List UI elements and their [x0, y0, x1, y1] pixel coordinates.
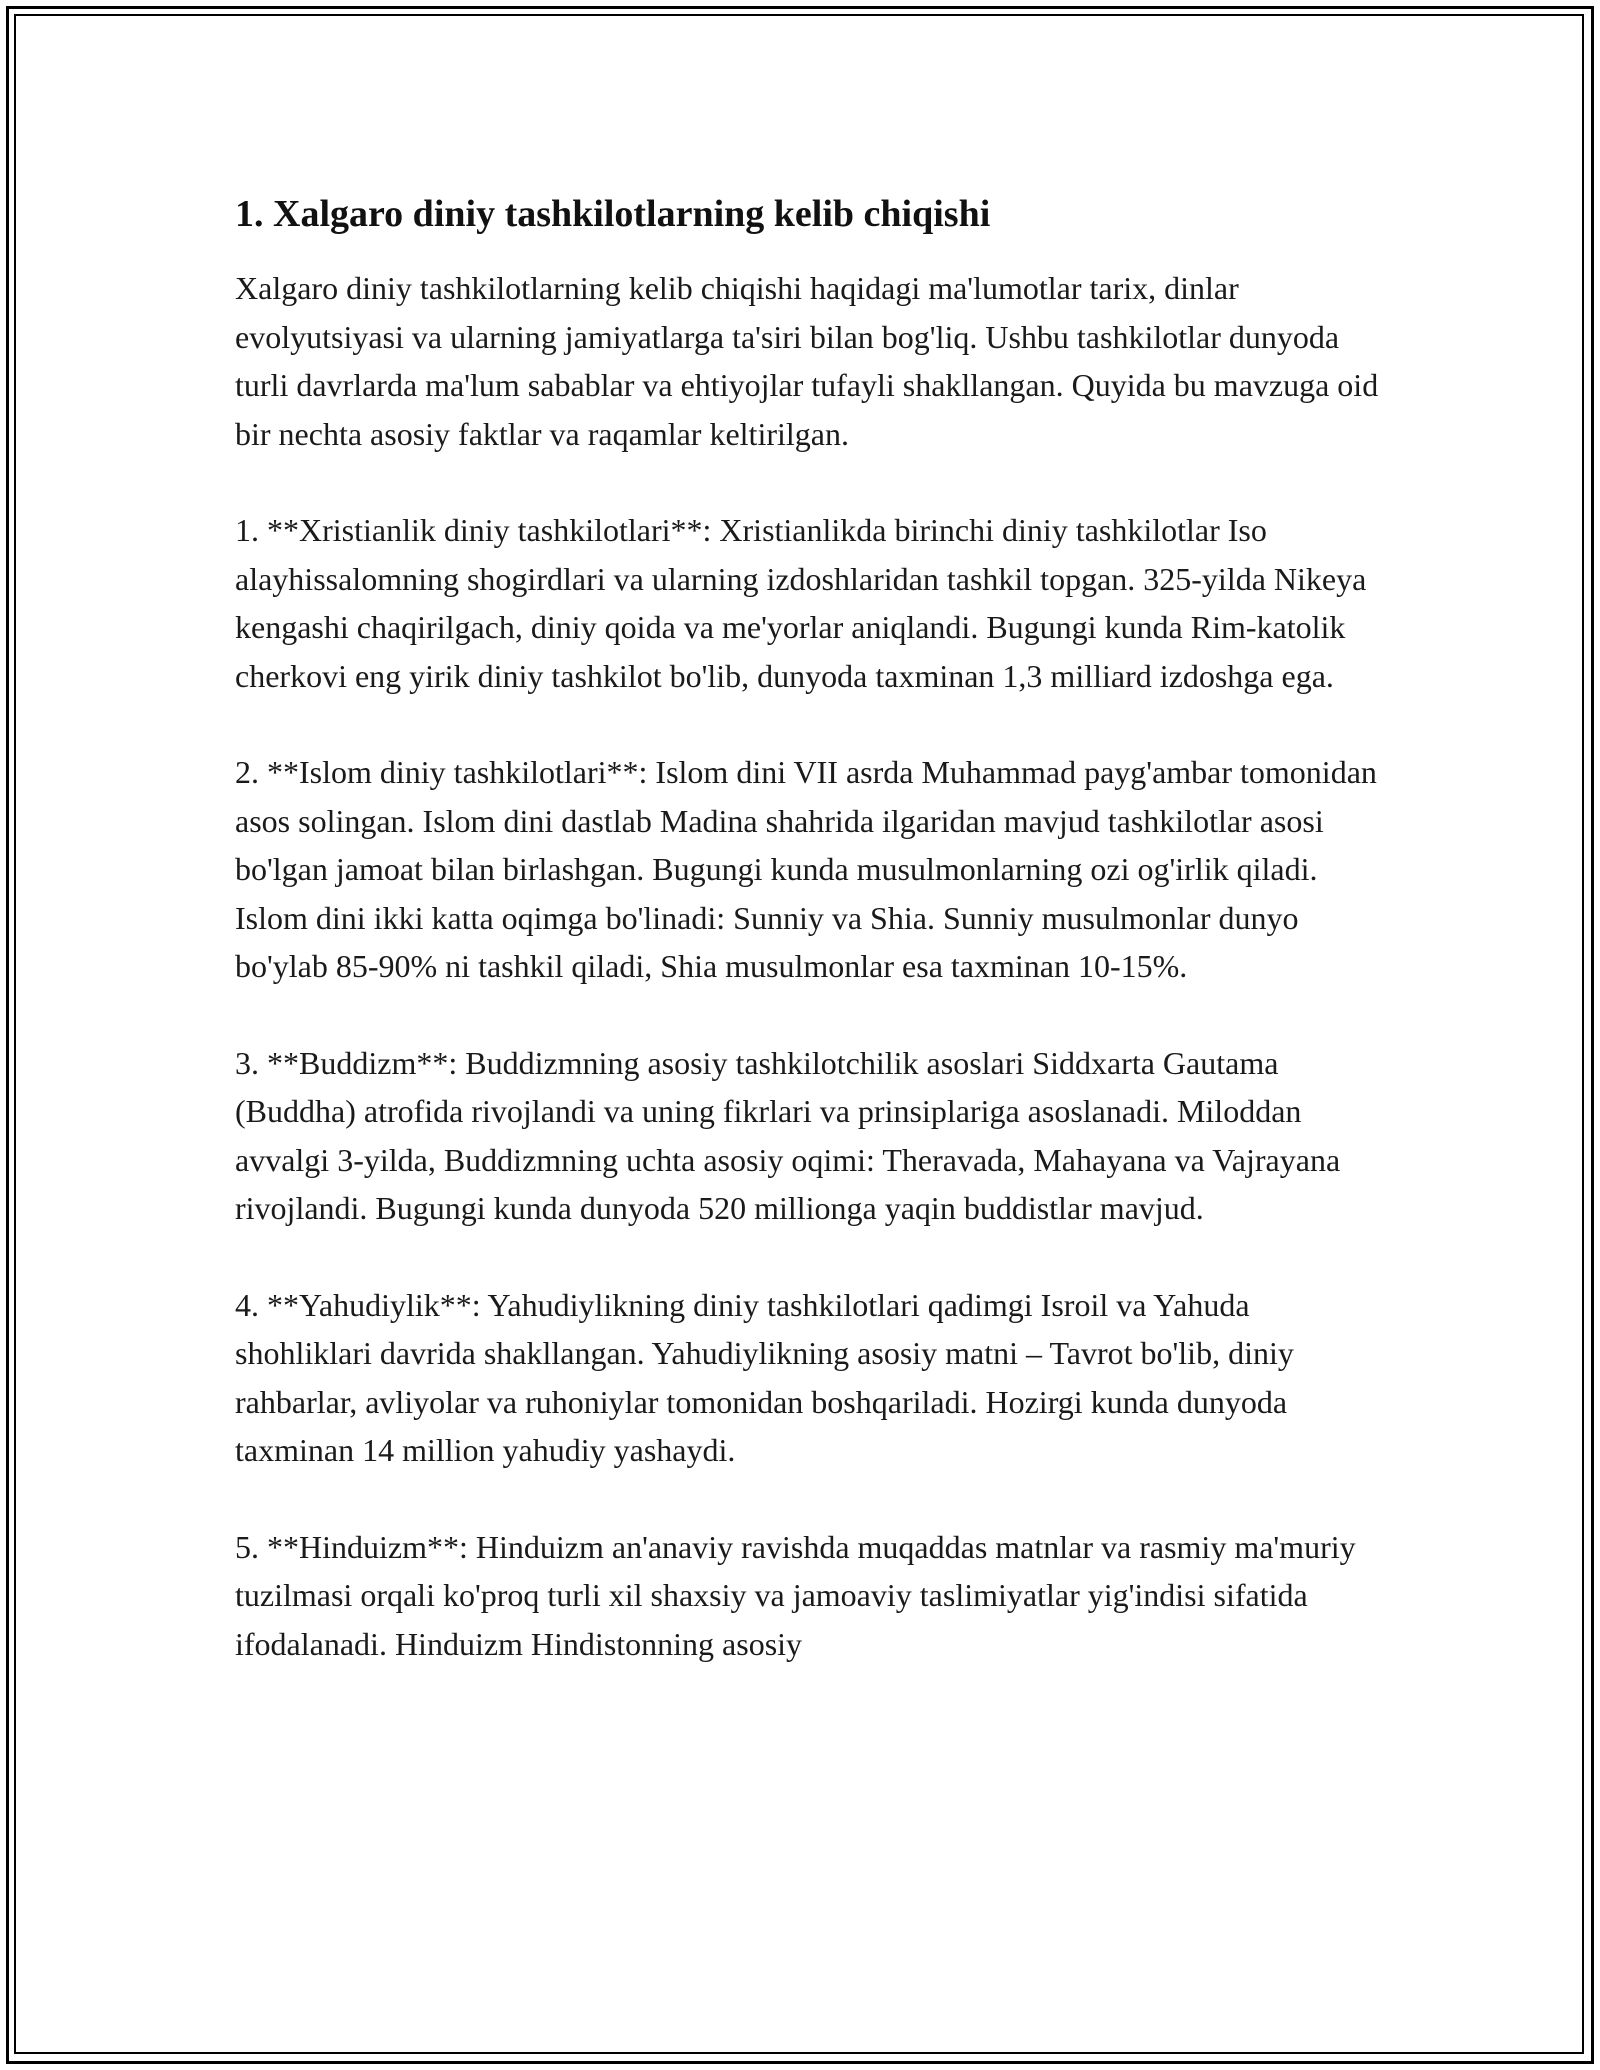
christianity-paragraph: 1. **Xristianlik diniy tashkilotlari**: Xristianlikda birinchi diniy tashkilotlar Iso alayhissalomning shogirdlari va ularning izdoshlaridan tashkil topgan. 325-yilda Nikeya kengashi chaqirilgach, diniy qoida va me'yorlar aniqlandi. Bugungi kunda Rim-katolik cherkovi eng yirik diniy tashkilot bo'lib, dunyoda taxminan 1,3 milliard izdoshga ega. [235, 512, 1367, 694]
judaism-paragraph: 4. **Yahudiylik**: Yahudiylikning diniy tashkilotlari qadimgi Isroil va Yahuda shohliklari davrida shakllangan. Yahudiylikning asosiy matni – Tavrot bo'lib, diniy rahbarlar, avliyolar va ruhoniylar tomonidan boshqariladi. Hozirgi kunda dunyoda taxminan 14 million yahudiy yashaydi. [235, 1286, 1294, 1468]
buddhism-paragraph: 3. **Buddizm**: Buddizmning asosiy tashkilotchilik asoslari Siddxarta Gautama (Buddha) atrofida rivojlandi va uning fikrlari va prinsiplariga asoslanadi. Miloddan avvalgi 3-yilda, Buddizmning uchta asosiy oqimi: Theravada, Mahayana va Vajrayana rivojlandi. Bugungi kunda dunyoda 520 millionga yaqin buddistlar mavjud. [235, 1044, 1341, 1226]
islam-paragraph: 2. **Islom diniy tashkilotlari**: Islom dini VII asrda Muhammad payg'ambar tomonidan asos solingan. Islom dini dastlab Madina shahrida ilgaridan mavjud tashkilotlar asosi bo'lgan jamoat bilan birlashgan. Bugungi kunda musulmonlarning ozi og'irlik qiladi. Islom dini ikki katta oqimga bo'linadi: Sunniy va Shia. Sunniy musulmonlar dunyo bo'ylab 85-90% ni tashkil qiladi, Shia musulmonlar esa taxminan 10-15%. [235, 754, 1377, 984]
document-title: 1. Xalgaro diniy tashkilotlarning kelib chiqishi [235, 193, 991, 235]
document-body [235, 186, 1385, 1716]
hinduism-paragraph: 5. **Hinduizm**: Hinduizm an'anaviy ravishda muqaddas matnlar va rasmiy ma'muriy tuzilmasi orqali ko'proq turli xil shaxsiy va jamoaviy taslimiyatlar yig'indisi sifatida ifodalanadi. Hinduizm Hindistonning asosiy [235, 1528, 1356, 1662]
intro-paragraph: Xalgaro diniy tashkilotlarning kelib chiqishi haqidagi ma'lumotlar tarix, dinlar evolyutsiyasi va ularning jamiyatlarga ta'siri bilan bog'liq. Ushbu tashkilotlar dunyoda turli davrlarda ma'lum sabablar va ehtiyojlar tufayli shakllangan. Quyida bu mavzuga oid bir nechta asosiy faktlar va raqamlar keltirilgan. [235, 270, 1379, 452]
